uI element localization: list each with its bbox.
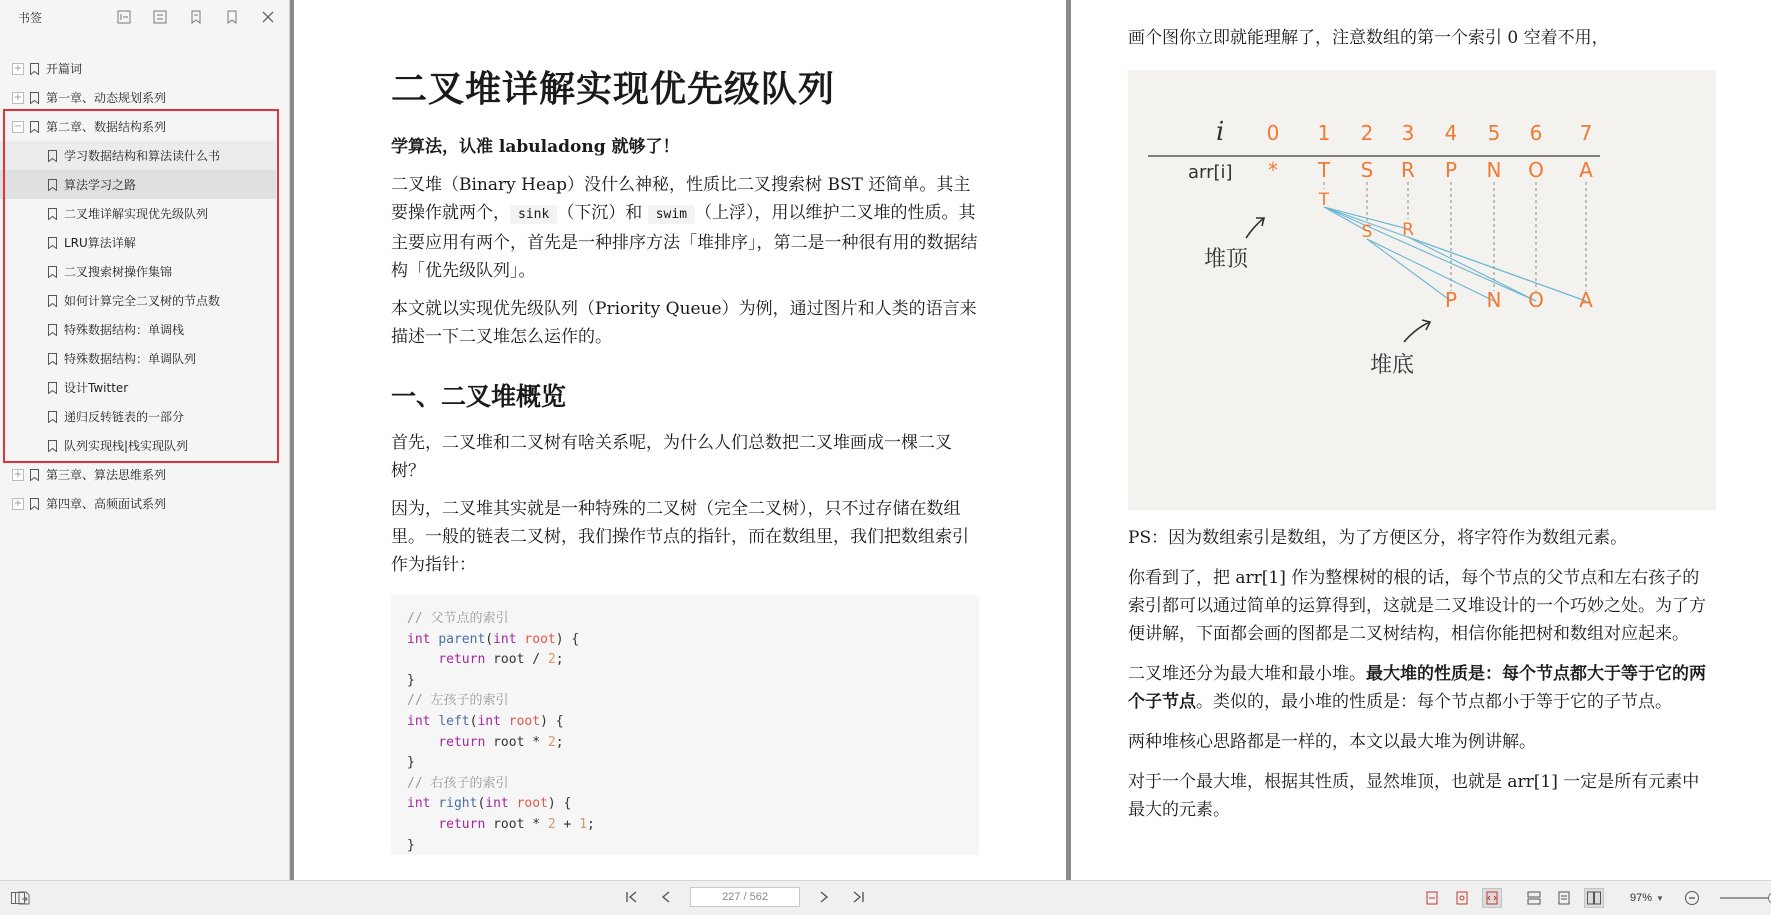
index-value: 5 — [1487, 121, 1501, 145]
code-number: 2 — [547, 816, 556, 832]
toc-section[interactable] — [0, 170, 276, 199]
paragraph-answer: 因为，二叉堆其实就是一种特殊的二叉树（完全二叉树），只不过存储在数组里。一般的链表二叉树，我们操作节点的指针，而在数组里，我们把数组索引作为指针： — [391, 499, 969, 575]
arrow-icon — [1246, 218, 1264, 238]
index-value: 0 — [1266, 121, 1280, 145]
code-arg: root — [524, 631, 556, 647]
page-navigation — [622, 887, 868, 907]
toc-section[interactable] — [0, 228, 276, 257]
toc-label: 设计Twitter — [64, 381, 129, 395]
code-punct: } — [407, 755, 415, 771]
bookmark-icon — [48, 295, 57, 307]
toc-label: 第一章、动态规划系列 — [46, 91, 167, 105]
actual-size-icon[interactable] — [1482, 888, 1502, 908]
paragraph-core-idea: 两种堆核心思路都是一样的，本文以最大堆为例讲解。 — [1128, 732, 1536, 752]
collapse-toggle-icon[interactable]: − — [13, 120, 23, 132]
toc-label: 学习数据结构和算法读什么书 — [64, 149, 221, 163]
array-label: arr[i] — [1188, 162, 1233, 183]
toc-section[interactable] — [0, 402, 276, 431]
toc-label: 特殊数据结构：单调队列 — [64, 352, 197, 366]
bookmark-icon — [30, 498, 39, 510]
code-punct: } — [407, 672, 415, 688]
toc-section[interactable] — [0, 199, 276, 228]
code-punct: } — [407, 837, 415, 853]
array-value: * — [1268, 158, 1278, 182]
bookmarks-title: 书签 — [18, 10, 43, 25]
index-value: 3 — [1401, 121, 1415, 145]
previous-page-icon[interactable] — [656, 887, 676, 907]
section-heading: 一、二叉堆概览 — [391, 382, 567, 411]
bookmark-icon — [48, 266, 57, 278]
toc-label: 第三章、算法思维系列 — [46, 468, 167, 482]
code-keyword: int — [485, 796, 509, 812]
bookmark-icon — [30, 63, 39, 75]
paragraph-intro — [391, 171, 979, 285]
code-number: 2 — [547, 734, 556, 750]
collapse-all-icon[interactable] — [149, 6, 171, 28]
toc-label: 二叉堆详解实现优先级队列 — [64, 207, 209, 221]
page-number-input[interactable]: 227 / 562 — [690, 887, 800, 907]
code-comment: // 右孩子的索引 — [407, 775, 509, 791]
toc-label: 如何计算完全二叉树的节点数 — [64, 294, 221, 308]
view-tools — [1422, 888, 1771, 908]
arrow-icon — [1404, 322, 1430, 342]
toc-chapter[interactable] — [0, 83, 288, 112]
continuous-view-icon[interactable] — [1554, 888, 1574, 908]
paragraph-max-min-heap — [1128, 660, 1716, 716]
code-arg: root — [516, 796, 548, 812]
code-punct: ; — [555, 652, 564, 668]
zoom-dropdown[interactable] — [1630, 892, 1664, 904]
tree-node: O — [1528, 288, 1544, 312]
array-value: R — [1401, 158, 1415, 182]
array-value: T — [1317, 158, 1331, 182]
toc-label: LRU算法详解 — [64, 236, 136, 250]
toc-chapter[interactable] — [0, 489, 288, 518]
tree-node: R — [1402, 220, 1414, 240]
code-keyword: return — [438, 652, 486, 668]
bookmark-icon — [48, 440, 57, 452]
array-value: O — [1528, 158, 1544, 182]
heap-top-label: 堆顶 — [1204, 247, 1249, 272]
code-function: right — [438, 796, 478, 812]
expand-toggle-icon[interactable]: + — [13, 468, 23, 480]
bookmark-icon — [48, 179, 57, 191]
toc-section[interactable] — [0, 315, 276, 344]
bookmark-icon — [48, 382, 57, 394]
index-value: 6 — [1529, 121, 1543, 145]
add-bookmark-icon[interactable] — [185, 6, 207, 28]
array-value: S — [1360, 158, 1374, 182]
expand-all-icon[interactable] — [113, 6, 135, 28]
inline-code-sink: sink — [510, 205, 557, 224]
bookmark-icon — [30, 469, 39, 481]
bookmark-tree — [0, 54, 288, 518]
code-arg: root — [508, 713, 541, 729]
code-punct: ; — [587, 816, 595, 832]
code-expr: root * — [493, 734, 548, 750]
export-icon[interactable] — [14, 888, 34, 908]
code-keyword: return — [438, 734, 486, 750]
tree-edge — [1324, 207, 1367, 231]
code-number: 2 — [547, 652, 556, 668]
page-title: 二叉堆详解实现优先级队列 — [391, 68, 836, 110]
array-value: N — [1486, 158, 1502, 182]
code-expr: root / — [493, 652, 548, 668]
toc-chapter[interactable] — [0, 112, 288, 141]
document-viewport[interactable] — [290, 0, 1771, 880]
code-punct: ) { — [540, 713, 564, 729]
bold-text: 最大堆的性质是：每个节点都大于等于它的两个子节点 — [1128, 664, 1706, 712]
code-number: 1 — [579, 816, 588, 832]
fit-page-icon[interactable] — [1452, 888, 1472, 908]
fit-width-icon[interactable] — [1422, 888, 1442, 908]
bookmark-icon — [48, 353, 57, 365]
tree-node: S — [1361, 222, 1373, 242]
index-label: i — [1216, 117, 1225, 147]
bookmarks-header — [0, 0, 289, 34]
toc-section[interactable] — [0, 344, 276, 373]
toc-label: 队列实现栈|栈实现队列 — [64, 439, 189, 453]
tree-node: A — [1579, 288, 1593, 312]
bookmark-icon — [30, 121, 39, 133]
toc-label: 第二章、数据结构系列 — [46, 120, 167, 134]
toc-label: 开篇词 — [46, 62, 83, 76]
bookmark-icon — [48, 411, 57, 423]
toc-section[interactable] — [0, 286, 276, 315]
code-punct: ) { — [547, 796, 572, 812]
paragraph-index-explanation: 你看到了，把 arr[1] 作为整棵树的根的话，每个节点的父节点和左右孩子的索引都可以通过简单的运算得到，这就是二叉堆设计的一个巧妙之处。为了方便讲解，下面都会画的图都是二叉树结构，相信你能把树和数组对应起来。 — [1128, 568, 1706, 644]
paragraph-text: 二叉堆（Binary Heap）没什么神秘，性质比二叉搜索树 BST 还简单。其主要操作就两个， — [391, 175, 971, 223]
bookmarks-toolbar — [113, 6, 279, 28]
code-function: left — [438, 713, 470, 729]
toc-section[interactable] — [0, 141, 276, 170]
code-block — [391, 595, 979, 855]
paragraph-diagram-intro: 画个图你立即就能理解了，注意数组的第一个索引 0 空着不用， — [1128, 28, 1609, 48]
close-icon[interactable] — [257, 6, 279, 28]
bookmark-icon — [30, 92, 39, 104]
bookmarks-panel — [0, 0, 290, 880]
paragraph-text: 。类似的，最小堆的性质是：每个节点都小于等于它的子节点。 — [1196, 692, 1672, 712]
paragraph-text: （下沉）和 — [557, 203, 643, 223]
tree-node: N — [1486, 288, 1502, 312]
toc-chapter[interactable] — [0, 460, 288, 489]
delete-bookmark-icon[interactable] — [221, 6, 243, 28]
toc-label: 二叉搜索树操作集锦 — [64, 265, 173, 279]
code-expr: root * — [493, 816, 548, 832]
array-value: P — [1444, 158, 1458, 182]
toc-section[interactable] — [0, 373, 276, 402]
index-value: 1 — [1317, 121, 1331, 145]
code-keyword: int — [477, 713, 501, 729]
binary-heap-diagram — [1128, 70, 1716, 510]
paragraph-priority-queue: 本文就以实现优先级队列（Priority Queue）为例，通过图片和人类的语言来描述一下二叉堆怎么运作的。 — [391, 299, 977, 347]
single-page-view-icon[interactable] — [1524, 888, 1544, 908]
array-value: A — [1579, 158, 1593, 182]
tree-node: T — [1318, 190, 1330, 210]
toc-label: 特殊数据结构：单调栈 — [64, 323, 185, 337]
code-comment: // 左孩子的索引 — [407, 693, 509, 709]
bookmark-icon — [48, 324, 57, 336]
bookmark-icon — [48, 237, 57, 249]
tagline: 学算法，认准 labuladong 就够了！ — [391, 137, 680, 157]
paragraph-heap-top: 对于一个最大堆，根据其性质，显然堆顶，也就是 arr[1] 一定是所有元素中最大的元素。 — [1128, 772, 1700, 820]
expand-toggle-icon[interactable]: + — [13, 62, 23, 74]
last-page-icon[interactable] — [848, 887, 868, 907]
code-keyword: int — [493, 631, 517, 647]
toc-label: 算法学习之路 — [64, 178, 137, 192]
chevron-down-icon: ▼ — [1656, 893, 1664, 903]
code-keyword: int — [407, 713, 431, 729]
zoom-value: 97% — [1630, 892, 1653, 904]
code-keyword: return — [438, 816, 486, 832]
inline-code-swim: swim — [648, 205, 695, 224]
paragraph-text: （上浮），用以维护二叉堆的性质。其主要应用有两个，首先是一种排序方法「堆排序」，第二是一种很有用的数据结构「优先级队列」。 — [391, 203, 978, 281]
index-value: 7 — [1579, 121, 1593, 145]
heap-bottom-label: 堆底 — [1370, 353, 1415, 378]
zoom-out-icon[interactable] — [1682, 888, 1702, 908]
toc-chapter[interactable] — [0, 54, 288, 83]
bookmark-icon — [48, 150, 57, 162]
code-punct: ; — [555, 734, 564, 750]
code-comment: // 父节点的索引 — [407, 611, 509, 626]
document-page-right — [1071, 0, 1771, 880]
toc-section[interactable] — [0, 257, 276, 286]
expand-toggle-icon[interactable]: + — [13, 497, 23, 509]
tree-node: P — [1444, 288, 1458, 312]
zoom-slider[interactable] — [1720, 897, 1771, 899]
paragraph-ps: PS：因为数组索引是数组，为了方便区分，将字符作为数组元素。 — [1128, 528, 1628, 548]
toc-section[interactable] — [0, 431, 276, 460]
bookmark-icon — [48, 208, 57, 220]
paragraph-question: 首先，二叉堆和二叉树有啥关系呢，为什么人们总数把二叉堆画成一棵二叉树？ — [391, 433, 952, 481]
code-punct: ( — [485, 631, 494, 647]
code-punct: ) { — [555, 631, 580, 647]
toc-label: 第四章、高频面试系列 — [46, 497, 167, 511]
code-punct: ( — [469, 713, 478, 729]
code-punct: ( — [477, 796, 486, 812]
expand-toggle-icon[interactable]: + — [13, 91, 23, 103]
code-expr: + — [555, 816, 580, 832]
index-value: 2 — [1360, 121, 1374, 145]
status-bar — [0, 880, 1771, 915]
code-keyword: int — [407, 631, 431, 647]
tree-edge — [1324, 207, 1536, 301]
next-page-icon[interactable] — [814, 887, 834, 907]
paragraph-text: 二叉堆还分为最大堆和最小堆。 — [1128, 664, 1366, 684]
toc-label: 递归反转链表的一部分 — [64, 410, 185, 424]
two-page-view-icon[interactable] — [1584, 888, 1604, 908]
code-keyword: int — [407, 796, 431, 812]
code-function: parent — [438, 631, 486, 647]
document-page-left — [294, 0, 1066, 880]
heap-diagram-svg — [1128, 70, 1716, 510]
first-page-icon[interactable] — [622, 887, 642, 907]
index-value: 4 — [1444, 121, 1458, 145]
